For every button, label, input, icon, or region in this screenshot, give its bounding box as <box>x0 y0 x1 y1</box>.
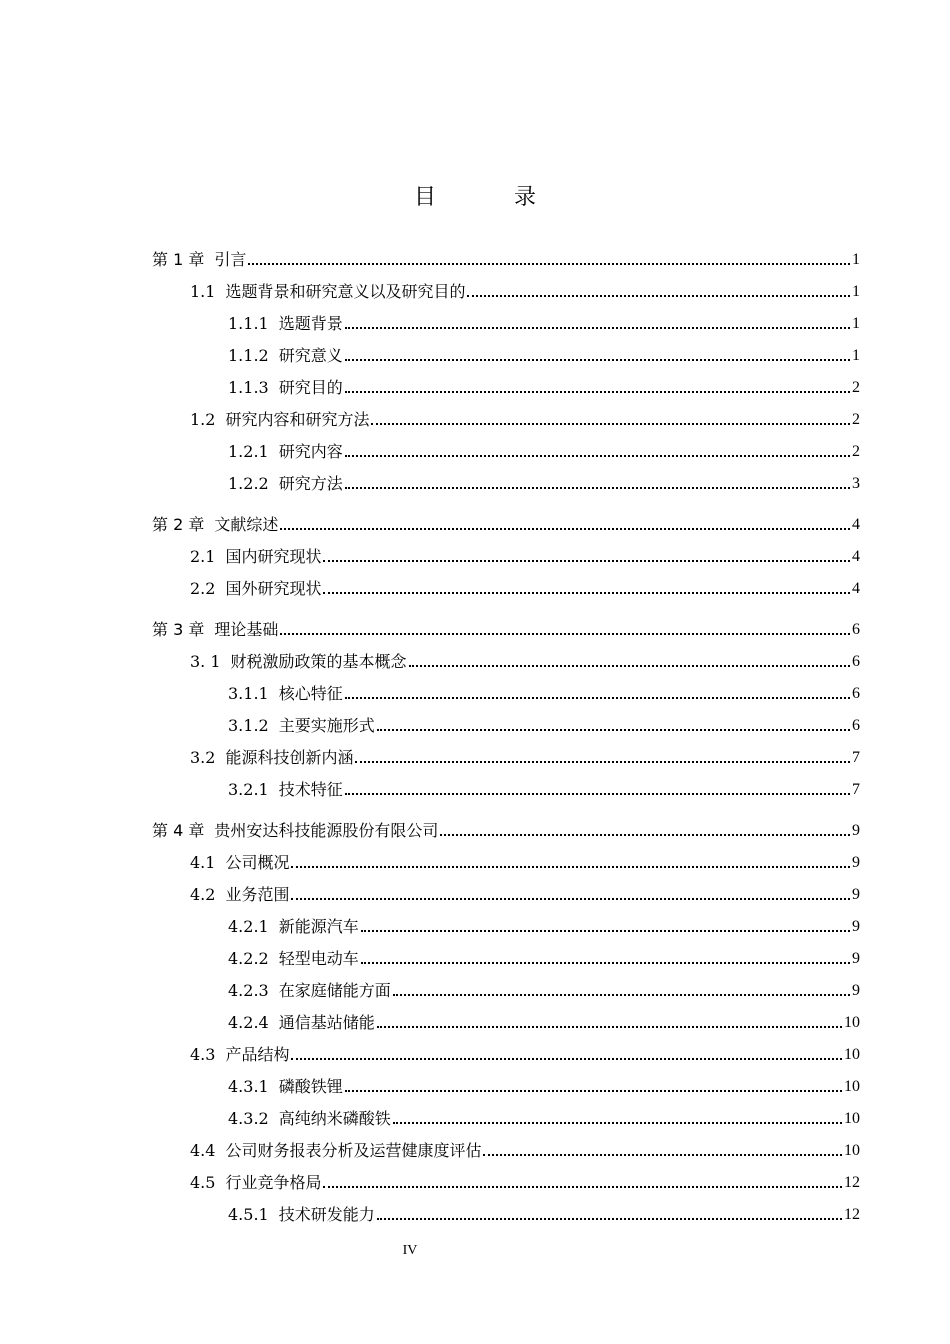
toc-entry-title: 主要实施形式 <box>278 716 375 735</box>
toc-entry-number: 1.1.1 <box>228 314 269 333</box>
toc-entry-page: 1 <box>852 283 860 300</box>
toc-entry-page: 12 <box>844 1206 860 1223</box>
toc-entry-number: 2.1 <box>190 547 216 566</box>
toc-entry-page: 2 <box>852 411 860 428</box>
toc-entry-page: 9 <box>852 918 860 935</box>
dot-leader <box>377 1026 842 1028</box>
toc-entry-title: 理论基础 <box>214 620 279 639</box>
toc-entry-title: 财税激励政策的基本概念 <box>230 652 407 671</box>
dot-leader <box>409 665 850 667</box>
dot-leader <box>280 528 850 530</box>
dot-leader <box>377 1218 842 1220</box>
toc-entry-page: 10 <box>844 1142 860 1159</box>
dot-leader <box>323 592 850 594</box>
toc-entry-number: 1.1.3 <box>228 378 269 397</box>
toc-entry-page: 6 <box>852 653 860 670</box>
toc-entry-title: 核心特征 <box>278 684 343 703</box>
toc-entry[interactable] <box>228 1105 860 1129</box>
toc-entry-title: 轻型电动车 <box>278 949 359 968</box>
toc-entry-number: 1.1 <box>190 282 216 301</box>
toc-entry-page: 7 <box>852 781 860 798</box>
toc-entry-page: 10 <box>844 1110 860 1127</box>
toc-entry-title: 选题背景和研究意义以及研究目的 <box>225 282 466 301</box>
toc-entry-page: 3 <box>852 475 860 492</box>
toc-entry-title: 行业竞争格局 <box>225 1173 322 1192</box>
toc-entry-title: 产品结构 <box>225 1045 290 1064</box>
toc-entry-page: 9 <box>852 950 860 967</box>
toc-entry-title: 研究内容和研究方法 <box>225 410 370 429</box>
toc-entry-page: 1 <box>852 315 860 332</box>
dot-leader <box>440 834 850 836</box>
toc-entry-title: 国外研究现状 <box>225 579 322 598</box>
toc-entry[interactable] <box>190 1137 860 1161</box>
toc-entry[interactable] <box>228 470 860 494</box>
toc-entry-title: 技术特征 <box>278 780 343 799</box>
dot-leader <box>280 633 850 635</box>
toc-entry-number: 4.2 <box>190 885 216 904</box>
toc-entry-page: 9 <box>852 982 860 999</box>
toc-entry-page: 4 <box>852 580 860 597</box>
toc-entry-title: 新能源汽车 <box>278 917 359 936</box>
toc-entry-title: 技术研发能力 <box>278 1205 375 1224</box>
toc-entry[interactable] <box>190 881 860 905</box>
toc-entry[interactable] <box>228 342 860 366</box>
toc-entry[interactable] <box>228 374 860 398</box>
toc-entry[interactable] <box>228 1201 860 1225</box>
toc-entry[interactable] <box>228 680 860 704</box>
dot-leader <box>361 962 850 964</box>
toc-entry-title: 公司财务报表分析及运营健康度评估 <box>225 1141 482 1160</box>
dot-leader <box>467 295 850 297</box>
dot-leader <box>393 994 850 996</box>
toc-entry[interactable] <box>228 945 860 969</box>
toc-entry[interactable] <box>190 648 860 672</box>
toc-entry-number: 4.2.1 <box>228 917 269 936</box>
toc-entry-number: 3.2 <box>190 748 216 767</box>
toc-entry[interactable] <box>190 849 860 873</box>
toc-entry-number: 4.2.4 <box>228 1013 269 1032</box>
toc-entry[interactable] <box>228 776 860 800</box>
toc-entry-title: 研究意义 <box>278 346 343 365</box>
toc-entry-title: 在家庭储能方面 <box>278 981 391 1000</box>
toc-entry[interactable] <box>190 575 860 599</box>
toc-entry-number: 3.1.1 <box>228 684 269 703</box>
toc-entry-page: 6 <box>852 621 860 638</box>
toc-entry-number: 1.2.1 <box>228 442 269 461</box>
toc-entry[interactable] <box>228 310 860 334</box>
toc-entry-number: 2.2 <box>190 579 216 598</box>
dot-leader <box>345 391 850 393</box>
toc-entry-number: 第 3 章 <box>152 620 205 639</box>
toc-entry-page: 6 <box>852 717 860 734</box>
toc-entry-number: 4.3.2 <box>228 1109 269 1128</box>
toc-entry-number: 4.5 <box>190 1173 216 1192</box>
dot-leader <box>291 866 850 868</box>
dot-leader <box>483 1154 842 1156</box>
toc-entry[interactable] <box>228 438 860 462</box>
toc-entry-page: 6 <box>852 685 860 702</box>
toc-entry-number: 3. 1 <box>190 652 221 671</box>
toc-entry-page: 10 <box>844 1014 860 1031</box>
toc-entry-number: 4.4 <box>190 1141 216 1160</box>
toc-entry-number: 4.2.2 <box>228 949 269 968</box>
toc-entry-page: 9 <box>852 886 860 903</box>
toc-entry-title: 高纯纳米磷酸铁 <box>278 1109 391 1128</box>
toc-entry-title: 能源科技创新内涵 <box>225 748 354 767</box>
dot-leader <box>345 327 850 329</box>
toc-entry[interactable] <box>152 616 860 640</box>
toc-entry[interactable] <box>228 1073 860 1097</box>
dot-leader <box>377 729 850 731</box>
dot-leader <box>291 898 850 900</box>
dot-leader <box>355 761 850 763</box>
toc-entry[interactable] <box>190 1041 860 1065</box>
toc-entry[interactable] <box>190 278 860 302</box>
dot-leader <box>248 263 850 265</box>
toc-entry[interactable] <box>190 406 860 430</box>
dot-leader <box>393 1122 842 1124</box>
toc-entry-number: 4.3.1 <box>228 1077 269 1096</box>
dot-leader <box>345 487 850 489</box>
toc-entry-number: 4.1 <box>190 853 216 872</box>
toc-entry[interactable] <box>190 543 860 567</box>
toc-entry-number: 3.1.2 <box>228 716 269 735</box>
toc-entry-page: 10 <box>844 1078 860 1095</box>
dot-leader <box>345 793 850 795</box>
toc-entry-number: 第 4 章 <box>152 821 205 840</box>
toc-entry-title: 贵州安达科技能源股份有限公司 <box>214 821 439 840</box>
toc-entry-page: 10 <box>844 1046 860 1063</box>
dot-leader <box>345 455 850 457</box>
toc-entry-page: 9 <box>852 822 860 839</box>
toc-entry-title: 公司概况 <box>225 853 290 872</box>
toc-entry-number: 1.1.2 <box>228 346 269 365</box>
toc-entry-number: 4.5.1 <box>228 1205 269 1224</box>
toc-entry-number: 1.2.2 <box>228 474 269 493</box>
toc-entry-page: 2 <box>852 443 860 460</box>
toc-entry-title: 业务范围 <box>225 885 290 904</box>
toc-entry-number: 第 1 章 <box>152 250 205 269</box>
dot-leader <box>323 1186 842 1188</box>
dot-leader <box>345 359 850 361</box>
toc-entry-title: 通信基站储能 <box>278 1013 375 1032</box>
toc-entry[interactable] <box>152 511 860 535</box>
page-number-footer: IV <box>402 1243 418 1258</box>
toc-entry-page: 7 <box>852 749 860 766</box>
toc-entry-number: 4.2.3 <box>228 981 269 1000</box>
toc-entry-title: 研究目的 <box>278 378 343 397</box>
toc-entry[interactable] <box>152 817 860 841</box>
toc-entry-number: 1.2 <box>190 410 216 429</box>
dot-leader <box>371 423 850 425</box>
toc-entry[interactable] <box>190 1169 860 1193</box>
toc-entry[interactable] <box>228 913 860 937</box>
toc-entry-title: 磷酸铁锂 <box>278 1077 343 1096</box>
dot-leader <box>323 560 850 562</box>
toc-entry-title: 选题背景 <box>278 314 343 333</box>
toc-entry-page: 2 <box>852 379 860 396</box>
dot-leader <box>345 1090 842 1092</box>
toc-entry[interactable] <box>228 1009 860 1033</box>
toc-entry-page: 1 <box>852 347 860 364</box>
toc-entry-title: 研究方法 <box>278 474 343 493</box>
toc-entry[interactable] <box>228 712 860 736</box>
dot-leader <box>291 1058 842 1060</box>
toc-entry-title: 研究内容 <box>278 442 343 461</box>
toc-entry-page: 4 <box>852 548 860 565</box>
dot-leader <box>345 697 850 699</box>
toc-entry-number: 3.2.1 <box>228 780 269 799</box>
toc-entry[interactable] <box>190 744 860 768</box>
toc-entry-title: 国内研究现状 <box>225 547 322 566</box>
toc-entry-number: 4.3 <box>190 1045 216 1064</box>
toc-entry-number: 第 2 章 <box>152 515 205 534</box>
toc-entry[interactable] <box>152 246 860 270</box>
dot-leader <box>361 930 850 932</box>
toc-entry-page: 4 <box>852 516 860 533</box>
toc-entry-page: 12 <box>844 1174 860 1191</box>
toc-entry-title: 引言 <box>214 250 247 269</box>
toc-entry-page: 1 <box>852 251 860 268</box>
toc-entry-title: 文献综述 <box>214 515 279 534</box>
toc-entry-page: 9 <box>852 854 860 871</box>
toc-entry[interactable] <box>228 977 860 1001</box>
toc-title: 目 录 <box>413 185 564 210</box>
